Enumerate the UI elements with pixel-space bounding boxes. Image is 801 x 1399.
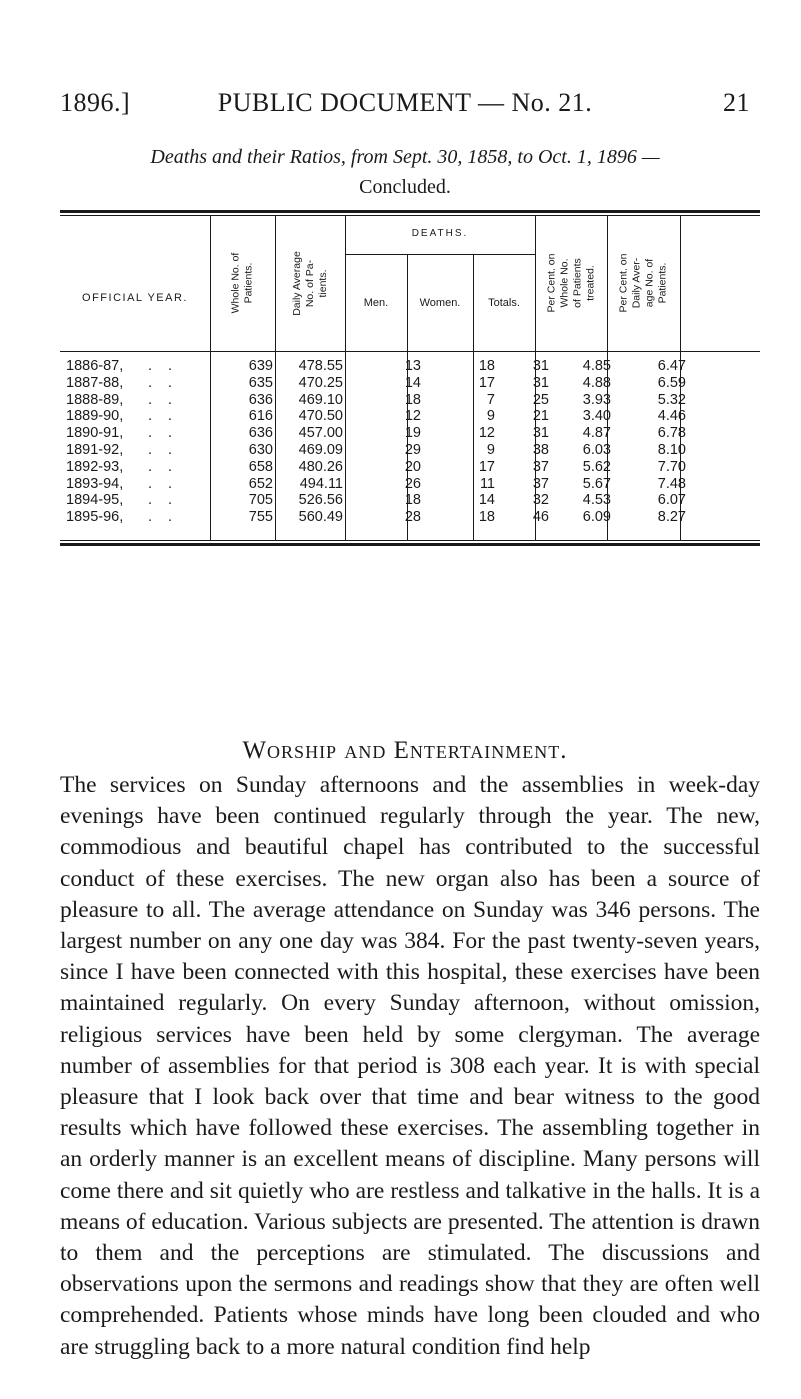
- cell-whole: 630: [248, 442, 273, 458]
- cell-totals: 32: [532, 492, 549, 509]
- section-body: The services on Sunday afternoons and the assemblies in week-day evenings have been continued regularly through the year. The new, commodious and beautiful chapel has contributed to the successful conduct of these exercises. The new organ also has been a source of pleasure to all. The average attendance on Sunday was 346 persons. The largest number on any one day was 384. For the past twenty-seven years, since I have been connected with this hospital, these exercises have been maintained regularly. On every Sunday afternoon, without omission, religious services have been held by some clergyman. The average number of assemblies for that period is 308 each year. It is with special pleasure that I look back over that time and bear witness to the good results which have followed these exercises. The assembling together in an orderly manner is an excellent means of discipline. Many persons will come there and sit quietly who are restless and talkative in the halls. It is a means of education. Various subjects are presented. The attention is drawn to them and the perceptions are stimulated. The discussions and observations upon the sermons and readings show that they are often well comprehended. Patients whose minds have long been clouded and who are struggling back to a more natural condition find help: [60, 772, 761, 1360]
- cell-pct-whole: 5.67: [582, 475, 611, 492]
- table-row: [60, 408, 760, 425]
- cell-whole: 639: [248, 358, 273, 374]
- leader-dots: . .: [148, 492, 179, 509]
- cell-year: 1890-91,: [66, 425, 124, 442]
- header-deaths: DEATHS.: [411, 228, 469, 239]
- deaths-table: [60, 210, 760, 546]
- table-row: [60, 476, 760, 493]
- cell-women: 7: [486, 391, 495, 408]
- cell-daily: 560.49: [298, 509, 343, 526]
- table-top-rule: [60, 210, 760, 213]
- table-header: [60, 216, 760, 352]
- cell-year: 1888-89,: [66, 391, 124, 408]
- table-bottom-rule-thin: [60, 540, 760, 541]
- cell-pct-whole: 4.53: [582, 492, 611, 509]
- table-caption: [60, 142, 750, 202]
- header-pct-whole: Per Cent. on Whole No. of Patients treated.: [544, 253, 596, 313]
- cell-totals: 37: [532, 475, 549, 492]
- header-year: 1896.]: [60, 88, 131, 117]
- header-whole-no: Whole No. of Patients.: [229, 252, 255, 314]
- cell-totals: 37: [532, 458, 549, 475]
- cell-men: 12: [404, 408, 421, 425]
- cell-totals: 31: [532, 374, 549, 391]
- cell-pct-daily: 6.78: [657, 425, 686, 442]
- table-row: [60, 358, 760, 375]
- cell-pct-whole: 4.88: [582, 374, 611, 391]
- cell-totals: 31: [532, 425, 549, 442]
- cell-men: 28: [404, 509, 421, 526]
- cell-whole: 636: [248, 425, 273, 442]
- header-title: PUBLIC DOCUMENT — No. 21.: [217, 88, 593, 117]
- header-men: Men.: [363, 296, 389, 309]
- header-totals: Totals.: [488, 296, 520, 309]
- cell-year: 1887-88,: [66, 374, 124, 391]
- cell-pct-daily: 8.10: [657, 442, 686, 458]
- cell-men: 18: [404, 492, 421, 509]
- cell-year: 1891-92,: [66, 442, 124, 458]
- cell-daily: 478.55: [298, 358, 343, 374]
- table-row: [60, 392, 760, 409]
- cell-pct-daily: 6.07: [657, 492, 686, 509]
- leader-dots: . .: [148, 442, 179, 458]
- section-title: Worship and Entertainment.: [242, 737, 568, 764]
- cell-daily: 469.09: [298, 442, 343, 458]
- cell-daily: 457.00: [298, 425, 343, 442]
- cell-pct-daily: 4.46: [657, 408, 686, 425]
- cell-whole: 755: [248, 509, 273, 526]
- cell-year: 1886-87,: [66, 358, 124, 374]
- leader-dots: . .: [148, 374, 179, 391]
- cell-men: 13: [404, 358, 421, 374]
- table-row: [60, 425, 760, 442]
- cell-daily: 470.50: [298, 408, 343, 425]
- leader-dots: . .: [148, 391, 179, 408]
- cell-pct-daily: 6.59: [657, 374, 686, 391]
- cell-totals: 31: [532, 358, 549, 374]
- cell-men: 26: [404, 475, 421, 492]
- cell-year: 1892-93,: [66, 458, 124, 475]
- table-body: [60, 352, 760, 540]
- cell-pct-whole: 4.87: [582, 425, 611, 442]
- cell-daily: 526.56: [298, 492, 343, 509]
- table-row: [60, 492, 760, 509]
- header-daily-average: Daily Average No. of Pa- tients.: [290, 250, 329, 316]
- cell-year: 1895-96,: [66, 509, 124, 526]
- cell-totals: 21: [532, 408, 549, 425]
- cell-women: 17: [478, 458, 495, 475]
- cell-men: 18: [404, 391, 421, 408]
- cell-men: 19: [404, 425, 421, 442]
- leader-dots: . .: [148, 475, 179, 492]
- cell-pct-daily: 7.48: [657, 475, 686, 492]
- cell-pct-whole: 3.40: [582, 408, 611, 425]
- cell-pct-whole: 4.85: [582, 358, 611, 374]
- cell-daily: 469.10: [298, 391, 343, 408]
- cell-pct-daily: 7.70: [657, 458, 686, 475]
- cell-totals: 25: [532, 391, 549, 408]
- cell-whole: 705: [248, 492, 273, 509]
- cell-pct-daily: 8.27: [657, 509, 686, 526]
- cell-men: 14: [404, 374, 421, 391]
- cell-women: 18: [478, 358, 495, 374]
- cell-pct-daily: 6.47: [657, 358, 686, 374]
- cell-women: 18: [478, 509, 495, 526]
- cell-year: 1894-95,: [66, 492, 124, 509]
- cell-women: 17: [478, 374, 495, 391]
- cell-pct-daily: 5.32: [657, 391, 686, 408]
- page-number: 21: [723, 88, 750, 117]
- caption-title: Deaths and their Ratios, from Sept. 30, 1858, to Oct. 1, 1896 —: [150, 146, 660, 168]
- leader-dots: . .: [148, 458, 179, 475]
- table-row: [60, 442, 760, 459]
- table-row: [60, 459, 760, 476]
- cell-whole: 636: [248, 391, 273, 408]
- cell-women: 9: [486, 408, 495, 425]
- cell-men: 20: [404, 458, 421, 475]
- cell-totals: 46: [532, 509, 549, 526]
- cell-whole: 635: [248, 374, 273, 391]
- cell-women: 11: [479, 475, 495, 492]
- table-row: [60, 509, 760, 526]
- cell-whole: 616: [248, 408, 273, 425]
- caption-subtitle: Concluded.: [359, 176, 451, 198]
- cell-pct-whole: 6.03: [582, 442, 611, 458]
- cell-women: 14: [478, 492, 495, 509]
- table-bottom-rule: [60, 543, 760, 546]
- header-official-year: OFFICIAL YEAR.: [82, 292, 188, 304]
- cell-whole: 652: [248, 475, 273, 492]
- leader-dots: . .: [148, 408, 179, 425]
- cell-whole: 658: [248, 458, 273, 475]
- table-row: [60, 375, 760, 392]
- cell-year: 1889-90,: [66, 408, 124, 425]
- leader-dots: . .: [148, 358, 179, 374]
- cell-women: 12: [478, 425, 495, 442]
- cell-women: 9: [486, 442, 495, 458]
- cell-pct-whole: 5.62: [582, 458, 611, 475]
- leader-dots: . .: [148, 425, 179, 442]
- cell-year: 1893-94,: [66, 475, 124, 492]
- cell-pct-whole: 6.09: [582, 509, 611, 526]
- cell-daily: 470.25: [298, 374, 343, 391]
- leader-dots: . .: [148, 509, 179, 526]
- page-header: [60, 88, 750, 128]
- cell-men: 29: [404, 442, 421, 458]
- cell-daily: 494.11: [299, 475, 343, 492]
- cell-daily: 480.26: [298, 458, 343, 475]
- cell-pct-whole: 3.93: [582, 391, 611, 408]
- header-pct-daily: Per Cent. on Daily Aver- age No. of Patients.: [617, 253, 669, 313]
- cell-totals: 38: [532, 442, 549, 458]
- header-women: Women.: [419, 296, 461, 309]
